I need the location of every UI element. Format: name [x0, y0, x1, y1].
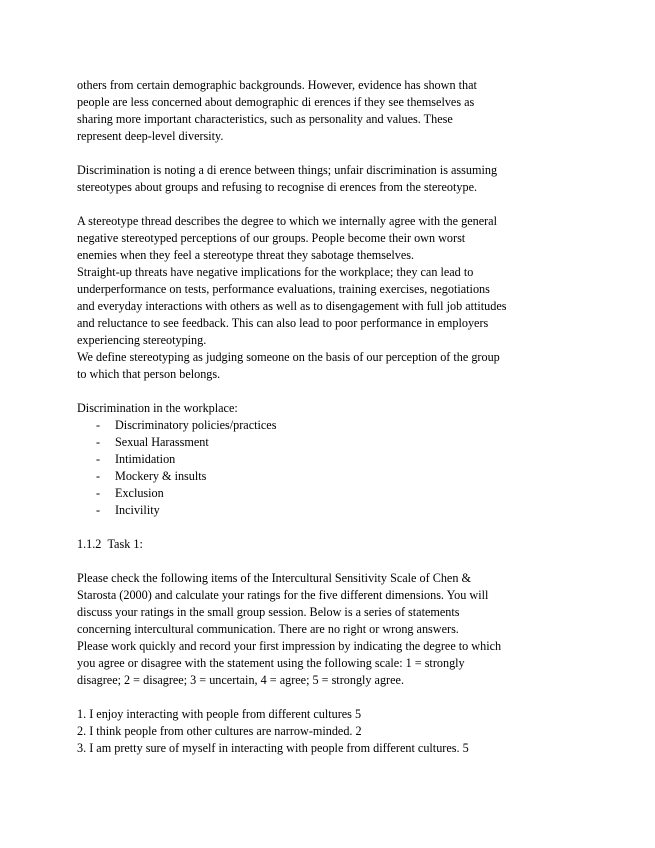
- stereotype-threat-paragraph: [77, 213, 547, 383]
- dash-bullet: -: [96, 503, 101, 517]
- list-item-label: Exclusion: [115, 486, 164, 500]
- paragraph-spacer: [77, 383, 547, 400]
- text-line: and reluctance to see feedback. This can also lead to poor performance in employers: [77, 316, 489, 330]
- text-line: discuss your ratings in the small group session. Below is a series of statements: [77, 605, 460, 619]
- text-line: to which that person belongs.: [77, 367, 221, 381]
- text-line: people are less concerned about demographic di erences if they see themselves as: [77, 95, 475, 109]
- text-line: We define stereotyping as judging someone on the basis of our perception of the group: [77, 350, 500, 364]
- text-line: represent deep-level diversity.: [77, 129, 224, 143]
- text-line: negative stereotyped perceptions of our groups. People become their own worst: [77, 231, 466, 245]
- paragraph-spacer: [77, 145, 547, 162]
- list-heading-text: Discrimination in the workplace:: [77, 401, 238, 415]
- paragraph-spacer: [77, 196, 547, 213]
- text-line: you agree or disagree with the statement using the following scale: 1 = strongly: [77, 656, 465, 670]
- workplace-discrimination-list: [77, 417, 547, 519]
- paragraph-spacer: [77, 689, 547, 706]
- list-item-label: Incivility: [115, 503, 160, 517]
- text-line: Please work quickly and record your first impression by indicating the degree to which: [77, 639, 502, 653]
- text-line: and everyday interactions with others as well as to disengagement with full job attitudes: [77, 299, 507, 313]
- list-item-label: Sexual Harassment: [115, 435, 209, 449]
- rating-item: 3. I am pretty sure of myself in interacting with people from different cultures. 5: [77, 741, 469, 755]
- dash-bullet: -: [96, 452, 101, 466]
- list-item: [77, 434, 547, 451]
- text-line: experiencing stereotyping.: [77, 333, 207, 347]
- dash-bullet: -: [96, 486, 101, 500]
- list-item: [77, 485, 547, 502]
- text-line: Straight-up threats have negative implications for the workplace; they can lead to: [77, 265, 474, 279]
- text-line: enemies when they feel a stereotype threat they sabotage themselves.: [77, 248, 415, 262]
- list-item-label: Mockery & insults: [115, 469, 207, 483]
- ratings-list: [77, 706, 547, 757]
- text-line: underperformance on tests, performance evaluations, training exercises, negotiations: [77, 282, 490, 296]
- discrimination-paragraph: [77, 162, 547, 196]
- task-instructions-paragraph: [77, 570, 547, 689]
- list-item-label: Intimidation: [115, 452, 176, 466]
- text-line: Please check the following items of the Intercultural Sensitivity Scale of Chen &: [77, 571, 471, 585]
- text-line: Discrimination is noting a di erence between things; unfair discrimination is assuming: [77, 163, 498, 177]
- document-body: [77, 77, 547, 757]
- list-item: [77, 451, 547, 468]
- paragraph-spacer: [77, 553, 547, 570]
- text-line: A stereotype thread describes the degree to which we internally agree with the general: [77, 214, 497, 228]
- section-heading: [77, 536, 547, 553]
- text-line: disagree; 2 = disagree; 3 = uncertain, 4 = agree; 5 = strongly agree.: [77, 673, 404, 687]
- list-item: [77, 502, 547, 519]
- intro-paragraph: [77, 77, 547, 145]
- paragraph-spacer: [77, 519, 547, 536]
- text-line: concerning intercultural communication. There are no right or wrong answers.: [77, 622, 459, 636]
- rating-item: 2. I think people from other cultures are narrow-minded. 2: [77, 724, 362, 738]
- dash-bullet: -: [96, 435, 101, 449]
- rating-item: 1. I enjoy interacting with people from different cultures 5: [77, 707, 362, 721]
- workplace-list-heading: [77, 400, 547, 417]
- list-item-label: Discriminatory policies/practices: [115, 418, 277, 432]
- list-item: [77, 468, 547, 485]
- text-line: Starosta (2000) and calculate your ratings for the five different dimensions. You will: [77, 588, 489, 602]
- text-line: stereotypes about groups and refusing to recognise di erences from the stereotype.: [77, 180, 478, 194]
- section-title: Task 1:: [107, 537, 143, 551]
- text-line: others from certain demographic backgrounds. However, evidence has shown that: [77, 78, 477, 92]
- text-line: sharing more important characteristics, such as personality and values. These: [77, 112, 453, 126]
- dash-bullet: -: [96, 418, 101, 432]
- section-number: 1.1.2: [77, 537, 102, 551]
- dash-bullet: -: [96, 469, 101, 483]
- list-item: [77, 417, 547, 434]
